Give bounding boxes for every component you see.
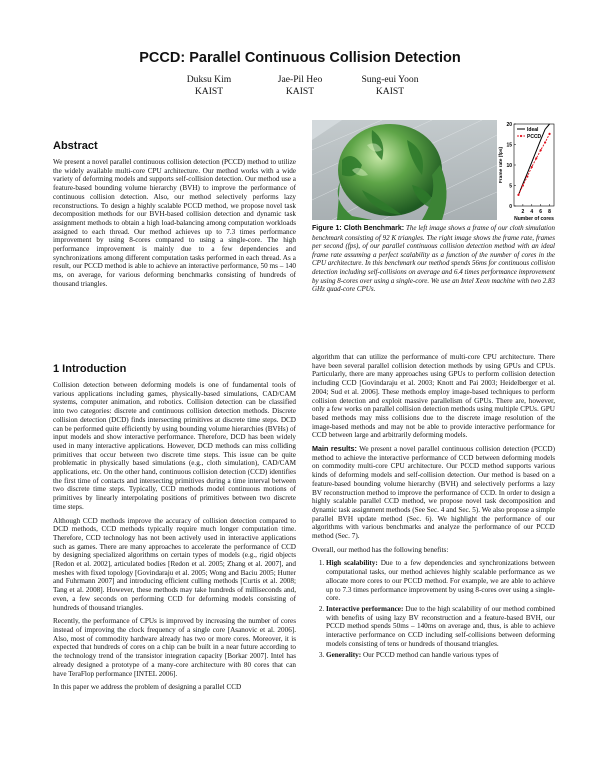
intro-paragraph: Collision detection between deforming models is one of fundamental tools of various applications including games, physically-based simulations, CAD/CAM systems, computer animation, and robotics. Collision detection can be classified into two categories: discrete and continuous collision detection methods. Discrete collision detection (DCD) finds intersecting primitives at discrete time steps. DCD can be performed quite efficiently by using bounding volume hierarchies (BVHs) of input models and show interactive performance. Therefore, DCD has been widely used in many interactive applications. However, DCD methods can miss colliding primitives that occur between two discrete time steps. This issue can be quite problematic in physically based simulations (e.g., cloth simulation), CAD/CAM applications, etc. On the other hand, continuous collision detection (CCD) identifies the first time of contacts and intersecting primitives during a time interval between two discrete time steps. Typically, CCD methods model continuous motions of primitives by linearly interpolating positions of primitives between two discrete time steps.	[53, 381, 296, 511]
cloth-illustration	[312, 120, 497, 220]
benefit-label: Generality:	[326, 650, 362, 659]
intro-paragraph: Recently, the performance of CPUs is improved by increasing the number of cores instead of improving the clock frequency of a single core [Asanovic et al. 2006]. Also, most of commodity hardware already has two or more cores. Moreover, it is expected that hundreds of cores on a chip can be built in a near future according to the technology trend of the transistor integration capacity [Borkar 2007]. Intel has already designed a prototype of a many-core architecture with 80 cores that can have TeraFlop performance [INTEL 2006].	[53, 617, 296, 678]
intro-body	[53, 381, 296, 697]
benefit-label: Interactive performance:	[326, 604, 404, 613]
data-point-pccd	[535, 157, 537, 159]
benefit-label: High scalability:	[326, 559, 378, 568]
intro-paragraph: Although CCD methods improve the accuracy of collision detection compared to DCD methods, CCD methods typically require much longer computation time. Therefore, CCD technology has not been actively used in interactive applications such as games. There are many approaches to accelerate the performance of CCD by designing specialized algorithms on certain types of models (e.g., rigid objects [Redon et al. 2002], articulated bodies [Redon et al. 2005; Zhang et al. 2007], and meshes with fixed topology [Govindaraju et al. 2005; Wong and Baciu 2005; Hutter and Fuhrmann 2007] and introducing efficient culling methods [Curtis et al. 2008; Tang et al. 2008]. However, these methods may take hundreds of milliseconds and, even, a few seconds on performing CCD for deforming models consisting of hundreds of thousand triangles.	[53, 516, 296, 612]
main-results-paragraph	[312, 445, 555, 541]
y-tick-label: 20	[506, 122, 512, 128]
data-point-pccd	[540, 149, 542, 151]
author-name: Sung-eui Yoon	[361, 74, 419, 85]
abstract-text: We present a novel parallel continuous collision detection (PCCD) method to utilize the widely available multi-core CPU architecture. Our method works with a wide variety of deforming models and supports self-collision detection. Our method use a feature-based bounding volume hierarchy (BVH) to improve the performance of continuous collision detection. Also, our method selectively performs lazy reconstructions. To design a highly scalable PCCD method, we propose novel task decomposition methods for our BVH-based collision detection and dynamic task assignment methods to obtain a high load-balancing among computation workloads assigned to each thread. Our method achieves up to 7.3 times performance improvement by using 8-cores compared to using a single-core. The high performance improvement is mainly due to a few dependencies and synchronizations among different computation tasks performed in each thread. As a result, our PCCD method is able to achieve an interactive performance, 50 ms – 140 ms, on average, for various deforming benchmarks consisting of hundreds of thousand triangles.	[53, 158, 296, 288]
data-point-pccd	[522, 184, 524, 186]
abstract-body	[53, 158, 296, 294]
x-axis-label: Number of cores	[514, 216, 554, 220]
author-3	[335, 74, 445, 97]
data-point-pccd	[526, 175, 528, 177]
frame-rate-chart	[497, 120, 560, 220]
caption-text: The left image shows a frame of our cloth simulation benchmark consisting of 92 K triangles. The right image shows the frame rate, frames per second (fps), of our parallel continuous collision detection method with an ideal frame rate assuming a perfect scalability as a function of the number of cores in the CPU architecture. In this benchmark our method spends 56ms for continuous collision detection including self-collisions on average and 6.4 times performance improvement by using 8-cores over using a single-core. We use an Intel Xeon machine with two 2.83 GHz quad-core CPUs.	[312, 224, 555, 294]
y-tick-label: 5	[509, 183, 512, 190]
author-affiliation: KAIST	[285, 85, 315, 97]
main-results-label: Main results:	[312, 444, 357, 454]
intro-paragraph: In this paper we address the problem of designing a parallel CCD	[53, 683, 242, 692]
author-name: Jae-Pil Heo	[277, 74, 323, 85]
intro-paragraph: algorithm that can utilize the performance of multi-core CPU architecture. There have been several parallel collision detection methods by using GPUs and CPUs. Particularly, there are many approaches using GPUs to perform collision detection including CCD [Govindaraju et al. 2003; Knott and Pai 2003; Heidelberger et al. 2004; Sud et al. 2006]. These methods employ image-based techniques to perform collision detection and exploit massive parallelism of GPUs. There are, however, only a few works on parallel collision detection methods using multiple CPUs. GPU based methods may miss collisions due to the discrete image resolution of the image-based methods and may not be able to provide interactive performance for CCD between large and arbitrarily deforming models.	[312, 353, 555, 440]
legend-label-pccd: PCCD	[527, 133, 542, 140]
y-tick-label: 0	[509, 204, 512, 210]
figure-caption	[312, 224, 555, 294]
abstract-heading: Abstract	[53, 140, 98, 152]
benefits-list	[312, 559, 555, 659]
benefit-text: Due to the high scalability of our method combined with benefits of using lazy BV reconstruction and a feature-based BVH, our PCCD method spends 50ms – 140ms on average and, thus, is able to achieve interactive performance on CCD including self-collisions between deforming models consisting of tens or hundreds of thousand triangles.	[326, 604, 556, 648]
list-item	[326, 559, 555, 603]
author-affiliation: KAIST	[194, 85, 224, 97]
data-point-pccd	[548, 133, 550, 135]
legend-marker-pccd	[520, 135, 522, 137]
y-tick-label: 15	[506, 142, 512, 149]
data-point-pccd	[517, 194, 519, 196]
x-tick-label: 8	[548, 209, 551, 215]
list-item	[326, 605, 555, 649]
y-axis-label: Frame rate (fps)	[499, 146, 504, 184]
intro-heading: 1 Introduction	[53, 363, 127, 375]
x-tick-label: 4	[530, 209, 534, 215]
cloth-simulation-image	[312, 120, 497, 220]
list-item	[326, 651, 555, 660]
benefit-text: Due to a few dependencies and synchronizations between computational tasks, our method achieves highly scalable performance as we allocate more cores to our PCCD method. For example, we are able to achieve up to 7.3 times performance improvement by using 8-cores over using a single-core.	[326, 559, 555, 603]
data-point-pccd	[531, 166, 533, 168]
main-results-text: We present a novel parallel continuous collision detection (PCCD) method to achieve the interactive performance of CCD between deforming models on commodity multi-core CPU architecture. Our PCCD method supports various kinds of deforming models and self-collision detection. Our method is based on a feature-based bounding volume hierarchy (BVH) and selectively performs a lazy BV reconstruction method to improve the performance of CCD. In order to design a highly scalable parallel CCD method, we propose novel task decomposition and dynamic task assignment methods (See Sec. 4 and Sec. 5). We also propose a simple parallel BVH update method (Sec. 6). We highlight the performance of our algorithms with various benchmarks and analyze the performance of our PCCD method (Sec. 7).	[312, 445, 556, 541]
paper-title: PCCD: Parallel Continuous Collision Detection	[139, 50, 461, 66]
data-point-pccd	[544, 141, 546, 143]
caption-label: Figure 1:	[312, 225, 342, 232]
benefit-text: Our PCCD method can handle various types of	[361, 650, 499, 659]
x-tick-label: 2	[521, 209, 525, 215]
benefits-intro: Overall, our method has the following benefits:	[312, 545, 449, 554]
author-affiliation: KAIST	[375, 85, 405, 97]
author-name: Duksu Kim	[186, 74, 232, 85]
y-tick-label: 10	[506, 163, 512, 169]
right-column-body	[312, 353, 555, 661]
legend-label-ideal: Ideal	[527, 126, 539, 133]
x-tick-label: 6	[539, 209, 543, 215]
caption-title: Cloth Benchmark:	[341, 225, 405, 232]
